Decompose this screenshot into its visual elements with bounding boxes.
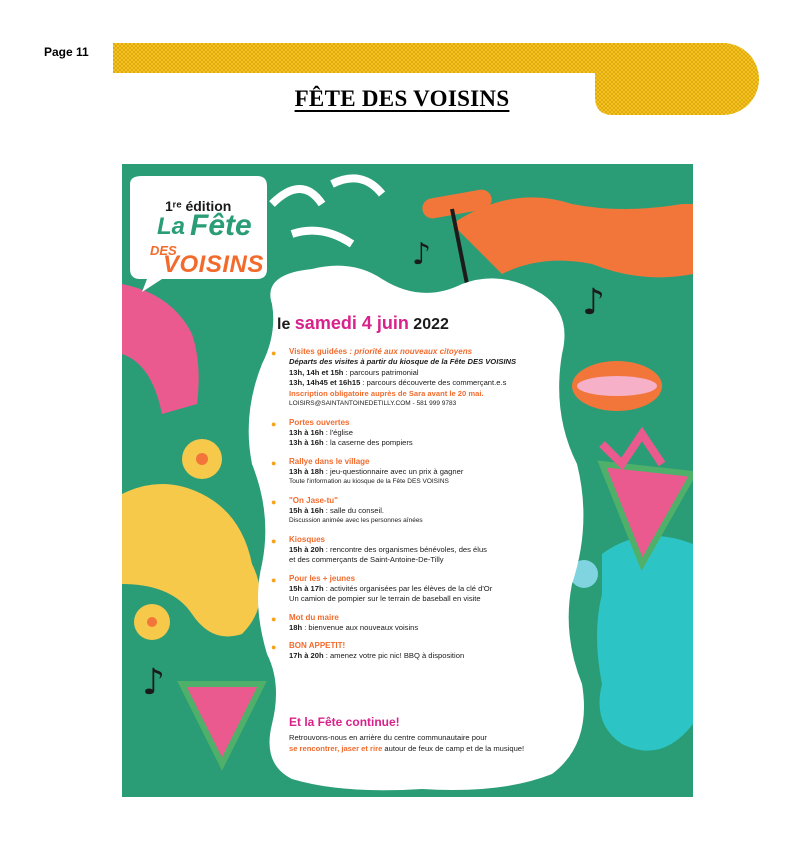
line-text: : salle du conseil. — [323, 505, 384, 515]
line-time: 13h à 16h — [289, 438, 324, 447]
closing-title: Et la Fête continue! — [289, 715, 400, 729]
line-text: : parcours patrimonial — [343, 367, 419, 377]
closing-line-1: Retrouvons-nous en arrière du centre communautaire pour — [289, 733, 487, 742]
page-number: Page 11 — [44, 45, 89, 59]
event-program — [267, 347, 587, 670]
closing-rest: autour de feux de camp et de la musique! — [382, 744, 525, 753]
line-text: Inscription obligatoire auprès de Sara avant le 20 mai. — [289, 388, 484, 398]
program-line — [289, 389, 587, 400]
program-item-title — [289, 496, 587, 506]
bullet-icon: ● — [271, 348, 277, 358]
program-item-title — [289, 457, 587, 467]
item-title-text: Visites guidées — [289, 347, 348, 356]
item-title-text: Rallye dans le village — [289, 456, 370, 466]
line-text: : amenez votre pic nic! BBQ à disposition — [323, 651, 465, 660]
program-item — [267, 496, 587, 527]
edition-label: 1ʳᵉ édition — [165, 198, 232, 214]
line-text: : rencontre des organismes bénévoles, des élus — [323, 544, 487, 554]
line-text: Toute l'information au kiosque de la Fête DES VOISINS — [289, 478, 449, 485]
program-line — [289, 594, 587, 605]
program-line — [289, 506, 587, 517]
program-item-title — [289, 613, 587, 623]
closing-highlight: se rencontrer, jaser et rire — [289, 744, 383, 753]
logo-la: La — [157, 213, 186, 240]
item-title-text: Pour les + jeunes — [289, 573, 356, 583]
line-text: : l'église — [323, 427, 353, 437]
logo-fete: Fête — [190, 209, 252, 242]
program-item-title — [289, 347, 587, 357]
program-item — [267, 535, 587, 566]
line-text: : activités organisées par les élèves de la clé d'Or — [323, 583, 493, 593]
program-line — [289, 651, 587, 662]
line-time: 15h à 17h — [289, 583, 324, 593]
line-time: 13h à 18h — [289, 466, 324, 476]
logo-des: DES — [150, 243, 177, 258]
program-item-title — [289, 641, 587, 651]
bullet-icon: ● — [271, 496, 277, 507]
svg-text:♪: ♪ — [142, 662, 165, 703]
line-time: 13h à 16h — [289, 427, 324, 437]
program-item — [267, 418, 587, 449]
svg-text:♪: ♪ — [412, 237, 432, 272]
date-highlight: samedi 4 juin — [294, 313, 409, 333]
item-title-text: "On Jase-tu" — [289, 495, 338, 505]
bullet-icon: ● — [271, 457, 277, 468]
line-time: 15h à 20h — [289, 544, 324, 554]
item-title-text: Mot du maire — [289, 612, 339, 622]
program-line — [289, 428, 587, 439]
event-poster — [122, 164, 693, 797]
svg-text:♪: ♪ — [582, 282, 605, 323]
line-text: Départs des visites à partir du kiosque de la Fête DES VOISINS — [289, 357, 517, 366]
line-text: : jeu-questionnaire avec un prix à gagner — [323, 466, 464, 476]
program-line — [289, 555, 587, 566]
program-item — [267, 613, 587, 634]
program-line — [289, 368, 587, 379]
bullet-icon: ● — [271, 418, 277, 429]
bullet-icon: ● — [271, 574, 277, 585]
program-item — [267, 347, 587, 410]
program-line — [289, 545, 587, 556]
line-time: 18h — [289, 622, 303, 632]
bullet-icon: ● — [271, 613, 277, 624]
program-line — [289, 357, 587, 368]
program-line — [289, 438, 587, 449]
line-text: Discussion animée avec les personnes aînées — [289, 517, 423, 524]
item-title-text: Portes ouvertes — [289, 417, 350, 427]
item-title-sub: : priorité aux nouveaux citoyens — [349, 347, 473, 356]
program-line — [289, 477, 587, 488]
program-line — [289, 399, 587, 410]
date-prefix: le — [277, 316, 291, 333]
bullet-icon: ● — [271, 642, 277, 652]
page-title: FÊTE DES VOISINS — [294, 86, 510, 111]
line-time: 15h à 16h — [289, 505, 324, 515]
program-item-title — [289, 535, 587, 545]
logo-voisins: VOISINS — [163, 251, 264, 278]
program-item — [267, 574, 587, 605]
program-item — [267, 641, 587, 662]
line-text: : parcours découverte des commerçant.e.s — [360, 378, 507, 387]
bullet-icon: ● — [271, 535, 277, 546]
program-line — [289, 623, 587, 634]
closing-line-2 — [289, 744, 524, 753]
line-text: LOISIRS@SAINTANTOINEDETILLY.COM - 581 999 9783 — [289, 400, 457, 407]
program-item — [267, 457, 587, 488]
event-date — [277, 313, 449, 334]
program-item-title — [289, 418, 587, 428]
item-title-text: BON APPETIT! — [289, 641, 346, 650]
line-text: : bienvenue aux nouveaux voisins — [302, 622, 419, 632]
line-text: et des commerçants de Saint-Antoine-De-Tilly — [289, 555, 444, 564]
date-year: 2022 — [413, 316, 449, 333]
line-text: : la caserne des pompiers — [323, 438, 413, 447]
line-time: 13h, 14h et 15h — [289, 367, 344, 377]
line-time: 17h à 20h — [289, 651, 324, 660]
program-line — [289, 584, 587, 595]
line-text: Un camion de pompier sur le terrain de baseball en visite — [289, 594, 481, 603]
event-logo — [130, 176, 265, 279]
program-line — [289, 467, 587, 478]
program-line — [289, 516, 587, 527]
program-line — [289, 378, 587, 389]
line-time: 13h, 14h45 et 16h15 — [289, 378, 361, 387]
program-item-title — [289, 574, 587, 584]
item-title-text: Kiosques — [289, 534, 326, 544]
